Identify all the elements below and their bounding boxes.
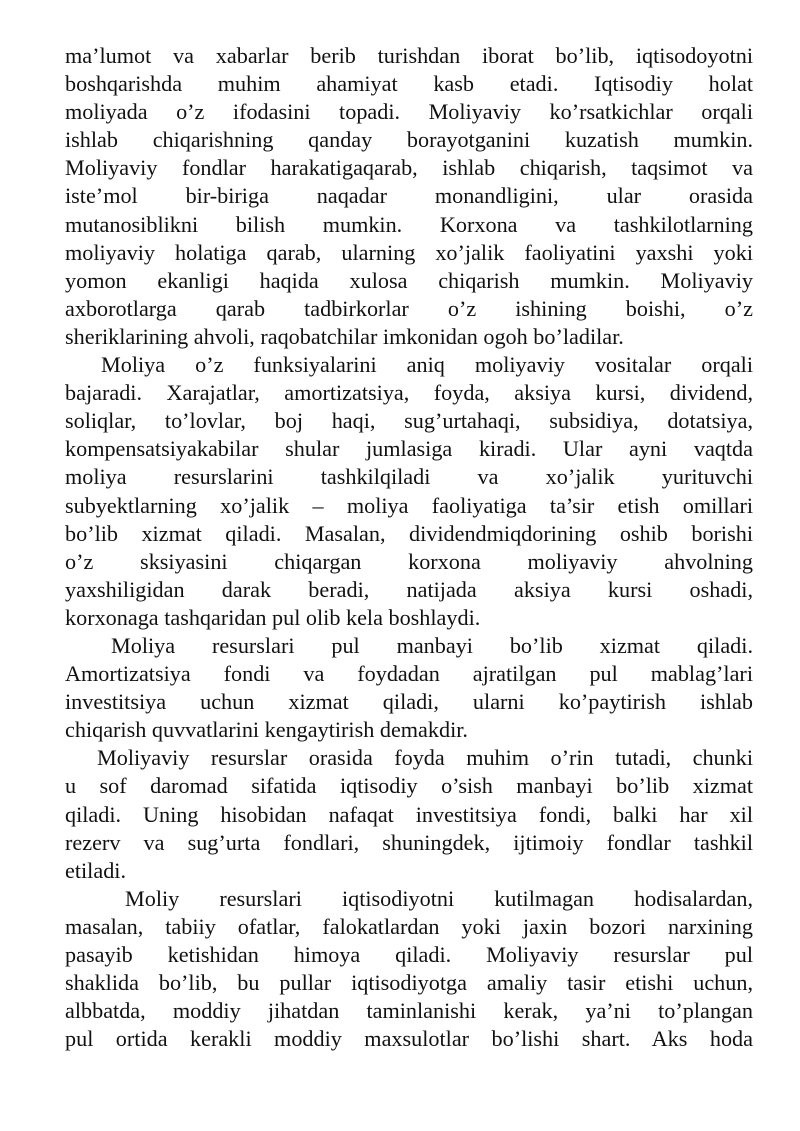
text-line: pasayib ketishidan himoya qiladi. Moliyaviy resurslar pul (65, 942, 753, 967)
text-line: ishlab chiqarishning qanday borayotganini kuzatish mumkin. (65, 127, 753, 153)
text-line: sheriklarining ahvoli, raqobatchilar imkonidan ogoh bo’ladilar. (65, 323, 624, 349)
text-line: Amortizatsiya fondi va foydadan ajratilgan pul mablag’lari (65, 661, 753, 687)
paragraph-1 (65, 42, 753, 351)
text-line: yomon ekanligi haqida xulosa chiqarish mumkin. Moliyaviy (65, 267, 753, 293)
text-line: bo’lib xizmat qiladi. Masalan, dividendmiqdorining oshib borishi (65, 520, 753, 546)
text-line: boshqarishda muhim ahamiyat kasb etadi. Iqtisodiy holat (65, 71, 753, 97)
text-line: yaxshiligidan darak beradi, natijada aksiya kursi oshadi, (65, 576, 753, 602)
text-line: Moliyaviy resurslar orasida foyda muhim o’rin tutadi, chunki (97, 745, 753, 771)
text-line: qiladi. Uning hisobidan nafaqat investitsiya fondi, balki har xil (65, 801, 753, 827)
text-line: moliyaviy holatiga qarab, ularning xo’jalik faoliyatini yaxshi yoki (65, 239, 753, 265)
text-line: Moliya o’z funksiyalarini aniq moliyaviy vositalar orqali (101, 352, 753, 378)
text-line: rezerv va sug’urta fondlari, shuningdek, ijtimoiy fondlar tashkil (65, 829, 753, 855)
paragraph-4 (65, 744, 753, 884)
text-line: bajaradi. Xarajatlar, amortizatsiya, foyda, aksiya kursi, dividend, (65, 380, 753, 406)
text-line: albbatda, moddiy jihatdan taminlanishi kerak, ya’ni to’plangan (65, 998, 753, 1024)
paragraph-5 (65, 885, 753, 1054)
text-line: investitsiya uchun xizmat qiladi, ularni ko’paytirish ishlab (65, 689, 753, 715)
text-line: pul ortida kerakli moddiy maxsulotlar bo’lishi shart. Aks hoda (65, 1026, 753, 1052)
text-line: masalan, tabiiy ofatlar, falokatlardan yoki jaxin bozori narxining (65, 913, 753, 939)
text-line: Moliya resurslari pul manbayi bo’lib xizmat qiladi. (111, 632, 753, 658)
text-line: mutanosiblikni bilish mumkin. Korxona va tashkilotlarning (65, 211, 753, 237)
text-line: chiqarish quvvatlarini kengaytirish demakdir. (65, 717, 468, 743)
text-line: etiladi. (65, 857, 126, 883)
paragraph-3 (65, 632, 753, 744)
text-line: soliqlar, to’lovlar, boj haqi, sug’urtahaqi, subsidiya, dotatsiya, (65, 408, 753, 434)
text-line: moliyada o’z ifodasini topadi. Moliyaviy ko’rsatkichlar orqali (65, 99, 753, 125)
text-line: ma’lumot va xabarlar berib turishdan iborat bo’lib, iqtisodoyotni (65, 43, 753, 68)
text-line: kompensatsiyakabilar shular jumlasiga kiradi. Ular ayni vaqtda (65, 436, 753, 462)
text-line: iste’mol bir-biriga naqadar monandligini, ular orasida (65, 183, 753, 209)
paragraph-2 (65, 351, 753, 632)
text-line: subyektlarning xo’jalik – moliya faoliyatiga ta’sir etish omillari (65, 492, 753, 518)
text-line: Moliy resurslari iqtisodiyotni kutilmagan hodisalardan, (125, 885, 753, 911)
text-line: moliya resurslarini tashkilqiladi va xo’jalik yurituvchi (65, 464, 753, 490)
text-line: o’z sksiyasini chiqargan korxona moliyaviy ahvolning (65, 548, 753, 574)
text-line: Moliyaviy fondlar harakatigaqarab, ishlab chiqarish, taqsimot va (65, 155, 753, 181)
text-line: korxonaga tashqaridan pul olib kela boshlaydi. (65, 604, 481, 630)
document-page (65, 42, 753, 1053)
text-line: u sof daromad sifatida iqtisodiy o’sish manbayi bo’lib xizmat (65, 773, 753, 799)
text-line: shaklida bo’lib, bu pullar iqtisodiyotga amaliy tasir etishi uchun, (65, 970, 753, 996)
text-line: axborotlarga qarab tadbirkorlar o’z ishining boishi, o’z (65, 295, 753, 321)
